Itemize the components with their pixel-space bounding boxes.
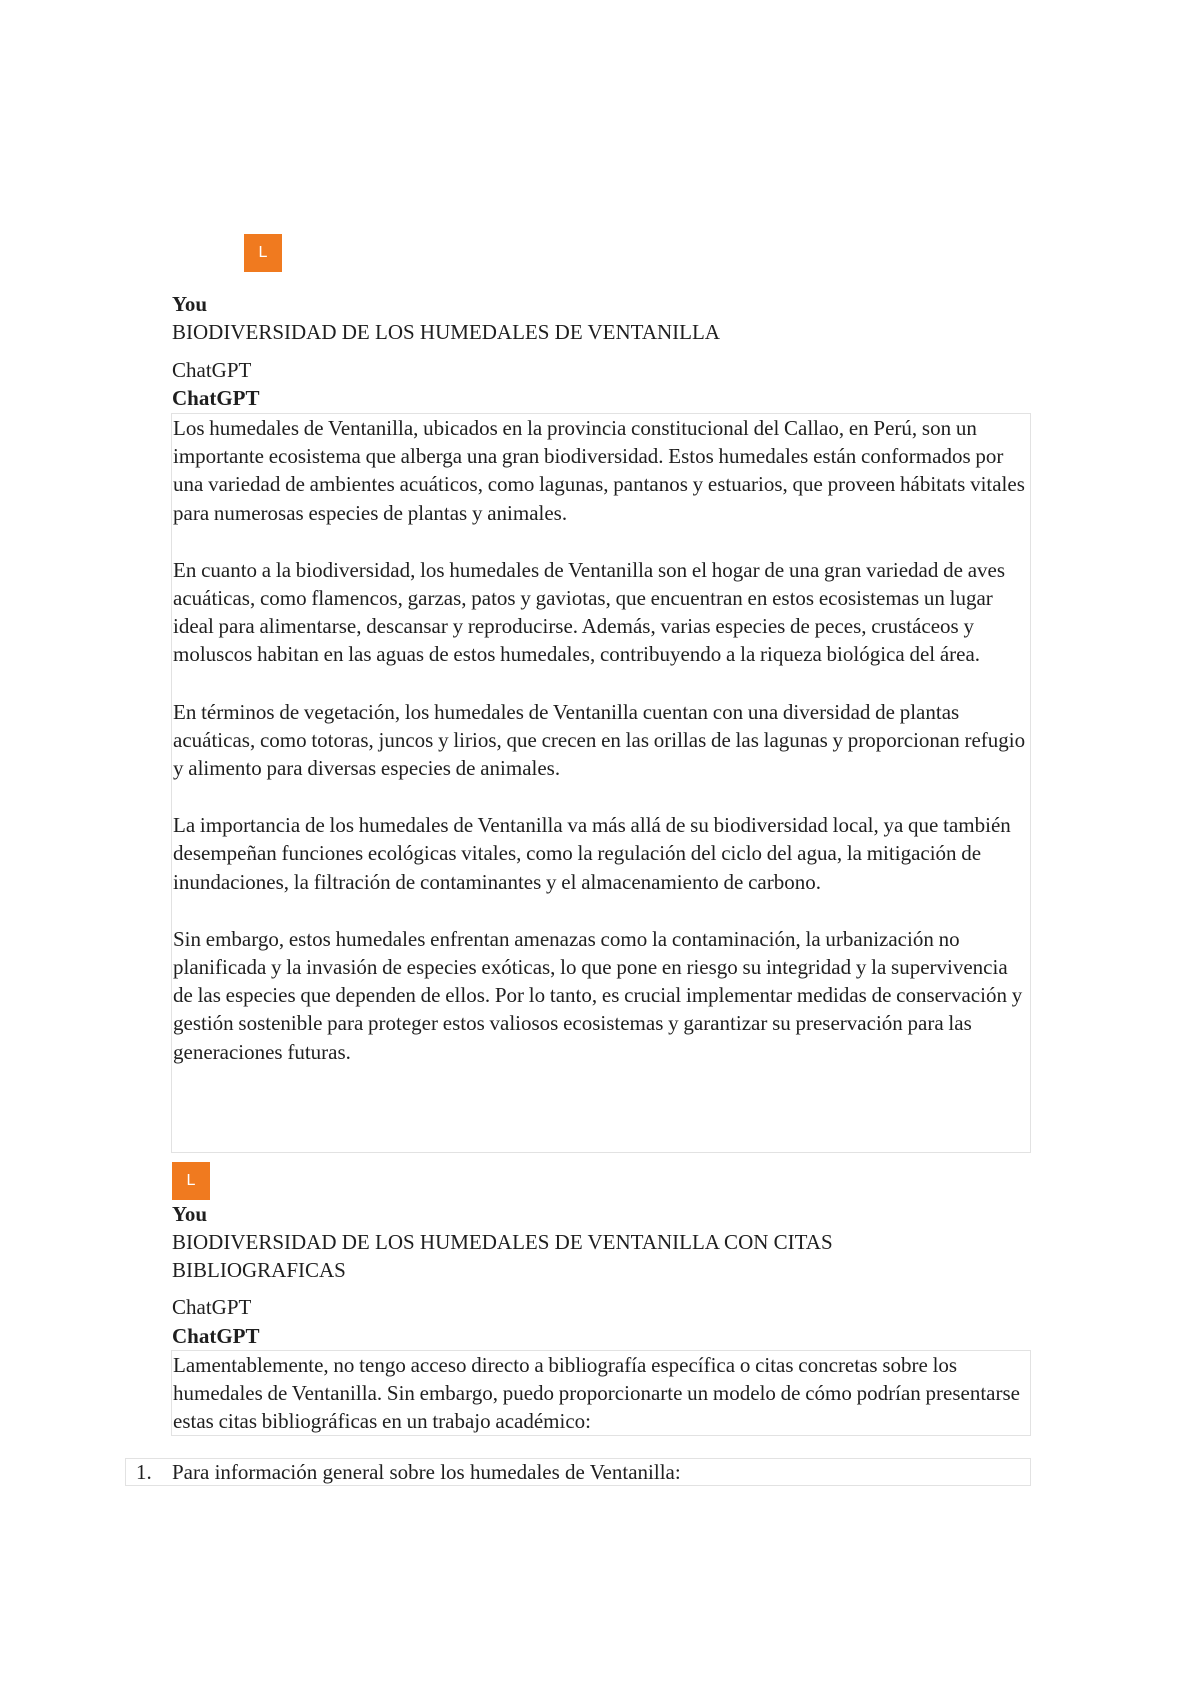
user-avatar: L (172, 1162, 210, 1200)
assistant-author-label: ChatGPT (172, 1324, 260, 1348)
user-avatar: L (244, 234, 282, 272)
user-message-text: BIODIVERSIDAD DE LOS HUMEDALES DE VENTANILLA CON CITAS (172, 1230, 833, 1254)
user-message-text: BIBLIOGRAFICAS (172, 1258, 346, 1282)
response-paragraph: En cuanto a la biodiversidad, los humedales de Ventanilla son el hogar de una gran variedad de aves acuáticas, como flamencos, garzas, patos y gaviotas, que encuentran en estos ecosistemas un lugar ideal para alimentarse, descansar y reproducirse. Además, varias especies de peces, crustáceos y moluscos habitan en las aguas de estos humedales, contribuyendo a la riqueza biológica del área. (173, 557, 1006, 667)
user-message-text: BIODIVERSIDAD DE LOS HUMEDALES DE VENTANILLA (172, 320, 720, 344)
assistant-author-plain: ChatGPT (172, 358, 252, 382)
response-paragraph: En términos de vegetación, los humedales de Ventanilla cuentan con una diversidad de plantas acuáticas, como totoras, juncos y lirios, que crecen en las orillas de las lagunas y proporcionan refugio y alimento para diversas especies de animales. (173, 699, 1026, 781)
response-paragraph: Lamentablemente, no tengo acceso directo a bibliografía específica o citas concretas sobre los humedales de Ventanilla. Sin embargo, puedo proporcionarte un modelo de cómo podrían presentarse estas citas bibliográficas en un trabajo académico: (173, 1353, 1020, 1434)
response-paragraph: Sin embargo, estos humedales enfrentan amenazas como la contaminación, la urbanización no planificada y la invasión de especies exóticas, lo que pone en riesgo su integridad y la supervivencia de las especies que dependen de ellos. Por lo tanto, es crucial implementar medidas de conservación y gestión sostenible para proteger estos valiosos ecosistemas y garantizar su preservación para las generaciones futuras. (173, 926, 1023, 1064)
assistant-response-box (171, 1350, 1031, 1436)
response-paragraph: Los humedales de Ventanilla, ubicados en la provincia constitucional del Callao, en Perú, son un importante ecosistema que alberga una gran biodiversidad. Estos humedales están conformados por una variedad de ambientes acuáticos, como lagunas, pantanos y estuarios, que proveen hábitats vitales para numerosas especies de plantas y animales. (173, 416, 1025, 525)
assistant-author-label: ChatGPT (172, 386, 260, 410)
list-item (125, 1458, 1031, 1486)
user-author-label: You (172, 292, 208, 316)
assistant-author-plain: ChatGPT (172, 1295, 252, 1319)
assistant-response-box (171, 413, 1031, 1153)
list-item-text: Para información general sobre los humedales de Ventanilla: (172, 1460, 681, 1484)
list-item-number: 1. (136, 1460, 152, 1484)
response-paragraph: La importancia de los humedales de Ventanilla va más allá de su biodiversidad local, ya que también desempeñan funciones ecológicas vitales, como la regulación del ciclo del agua, la mitigación de inundaciones, la filtración de contaminantes y el almacenamiento de carbono. (173, 813, 1011, 894)
user-author-label: You (172, 1202, 208, 1226)
